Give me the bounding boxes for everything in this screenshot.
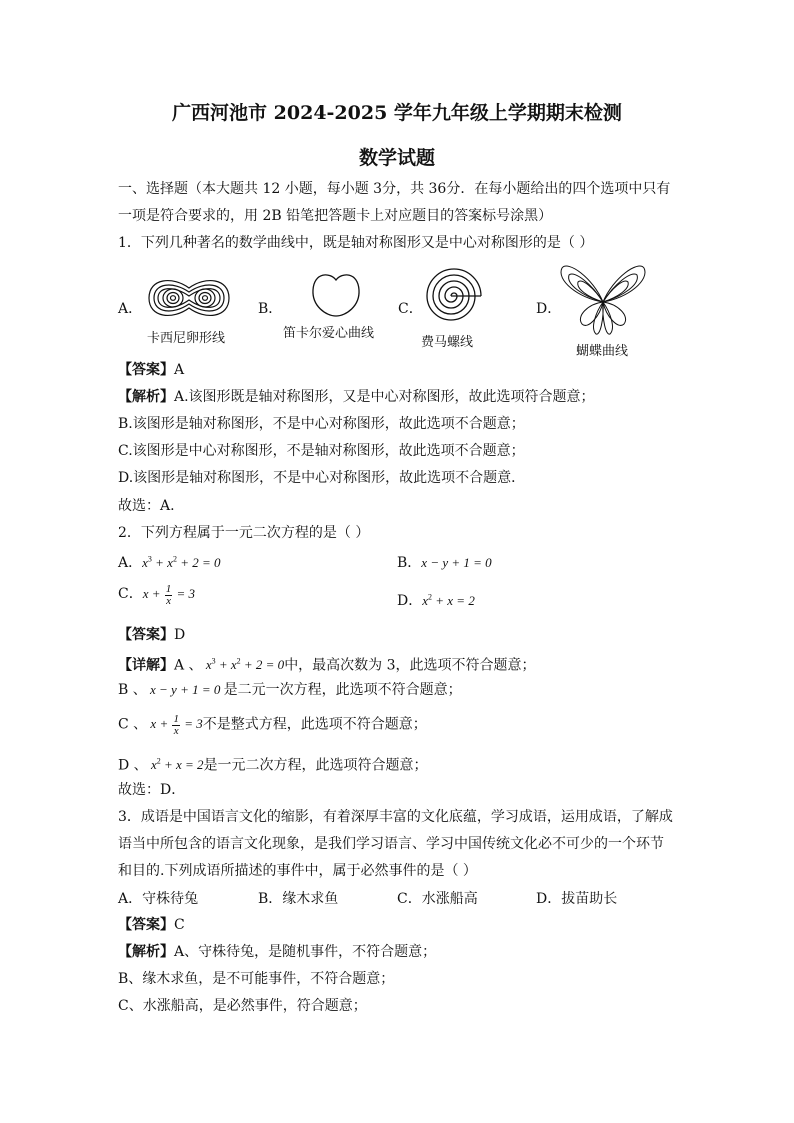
answer-tag: 【答案】 <box>118 627 174 643</box>
q2-option-d-letter: D． <box>397 593 423 609</box>
q1-conclusion: 故选：A. <box>118 498 175 514</box>
q3-answer <box>118 915 185 935</box>
q1-caption-a: 卡西尼卵形线 <box>147 331 226 346</box>
q3-stem-line1: 3．成语是中国语言文化的缩影，有着深厚丰富的文化底蕴，学习成语，运用成语，了解成 <box>118 809 673 825</box>
q2-detail-a-text: 中，最高次数为 3，此选项不符合题意； <box>284 657 536 674</box>
detail-tag: 【详解】 <box>118 657 174 674</box>
q3-option-c: C．水涨船高 <box>397 891 478 907</box>
q3-option-d: D．拔苗助长 <box>536 891 618 907</box>
q1-option-d-letter: D． <box>536 301 562 317</box>
q2-detail-c-prefix: C 、 <box>118 716 148 733</box>
q2-detail-b-prefix: B 、 <box>118 682 147 698</box>
q3-answer-value: C <box>174 917 185 933</box>
q2-detail-b-text: 是二元一次方程，此选项不符合题意； <box>223 682 462 698</box>
q2-detail-a-prefix: A 、 <box>174 657 203 674</box>
fermat-spiral-figure <box>418 266 484 328</box>
q2-option-d-equation: $x^2 + x = 2$ <box>422 592 475 608</box>
q3-option-a: A．守株待兔 <box>118 891 199 907</box>
section-intro-line1: 一、选择题（本大题共 12 小题，每小题 3分，共 36分．在每小题给出的四个选项中只有 <box>118 181 671 197</box>
q1-stem: 1．下列几种著名的数学曲线中，既是轴对称图形又是中心对称图形的是（ ） <box>118 235 594 251</box>
q2-answer <box>118 625 185 645</box>
q3-stem-line2: 语当中所包含的语言文化现象，是我们学习语言、学习中国传统文化必不可少的一个环节 <box>118 836 664 852</box>
q2-option-b <box>397 552 492 572</box>
q2-detail-b <box>118 680 462 700</box>
q1-option-c-letter: C． <box>398 301 423 317</box>
q1-answer <box>118 360 184 380</box>
q2-detail-c <box>118 714 427 737</box>
q1-caption-c: 费马螺线 <box>421 335 474 350</box>
q2-detail-d-equation: $x^2 + x = 2$ <box>147 757 204 773</box>
q1-option-b-letter: B． <box>258 301 283 317</box>
q3-analysis-line1 <box>118 942 436 962</box>
butterfly-curve-figure <box>558 258 648 338</box>
q1-analysis-c: C.该图形是中心对称图形，不是轴对称图形，故此选项不合题意； <box>118 443 525 459</box>
q2-option-c-letter: C． <box>118 586 143 602</box>
q2-option-b-equation: x − y + 1 = 0 <box>421 555 492 570</box>
q2-answer-value: D <box>174 627 186 643</box>
q3-stem-line3: 和目的.下列成语所描述的事件中，属于必然事件的是（ ） <box>118 863 477 879</box>
q1-analysis-d: D.该图形是轴对称图形，不是中心对称图形，故此选项不合题意． <box>118 470 526 486</box>
q2-option-c <box>118 583 195 607</box>
q3-analysis-c: C、水涨船高，是必然事件，符合题意； <box>118 998 367 1014</box>
q2-conclusion: 故选：D． <box>118 782 186 798</box>
q2-detail-d <box>118 752 428 775</box>
heart-curve-figure <box>310 270 362 318</box>
q2-detail-b-equation: x − y + 1 = 0 <box>146 682 224 697</box>
q2-detail-c-equation: x + $\frac{1}{x}$ = 3 <box>147 713 203 737</box>
answer-tag: 【答案】 <box>118 917 174 933</box>
q2-detail-c-text: 不是整式方程，此选项不符合题意； <box>202 716 427 733</box>
q1-option-a-letter: A． <box>118 301 143 317</box>
q1-answer-value: A <box>174 362 185 378</box>
q2-detail-a <box>118 652 536 675</box>
q2-detail-a-equation: $x^3 + x^2 + 2 = 0$ <box>202 657 285 673</box>
q2-detail-d-text: 是一元二次方程，此选项符合题意； <box>203 757 428 774</box>
page-subtitle: 数学试题 <box>358 147 435 169</box>
q1-analysis-a: A.该图形既是轴对称图形，又是中心对称图形，故此选项符合题意； <box>174 389 595 405</box>
q2-option-c-equation: x + $\frac{1}{x}$ = 3 <box>142 582 196 607</box>
q2-option-d <box>397 590 475 610</box>
section-intro-line2: 一项是符合要求的，用 2B 铅笔把答题卡上对应题目的答案标号涂黑） <box>118 208 553 224</box>
q1-analysis-b: B.该图形是轴对称图形，不是中心对称图形，故此选项不合题意； <box>118 416 525 432</box>
q3-analysis-a: A、守株待兔，是随机事件，不符合题意； <box>174 944 437 960</box>
answer-tag: 【答案】 <box>118 362 174 378</box>
analysis-tag: 【解析】 <box>118 944 174 960</box>
q2-option-a <box>118 552 221 572</box>
q2-detail-d-prefix: D 、 <box>118 757 148 774</box>
q3-option-b: B．缘木求鱼 <box>258 891 339 907</box>
q3-analysis-b: B、缘木求鱼，是不可能事件，不符合题意； <box>118 971 395 987</box>
q1-caption-d: 蝴蝶曲线 <box>576 344 629 359</box>
q1-analysis-line1 <box>118 387 595 407</box>
q2-stem: 2．下列方程属于一元二次方程的是（ ） <box>118 525 370 541</box>
cassini-oval-figure <box>143 270 235 326</box>
q1-caption-b: 笛卡尔爱心曲线 <box>283 326 375 341</box>
page-title: 广西河池市 2024-2025 学年九年级上学期期末检测 <box>172 102 622 124</box>
analysis-tag: 【解析】 <box>118 389 174 405</box>
q2-option-b-letter: B． <box>397 555 422 571</box>
q2-option-a-letter: A． <box>118 555 143 571</box>
q2-option-a-equation: $x^3 + x^2 + 2 = 0$ <box>142 554 221 570</box>
